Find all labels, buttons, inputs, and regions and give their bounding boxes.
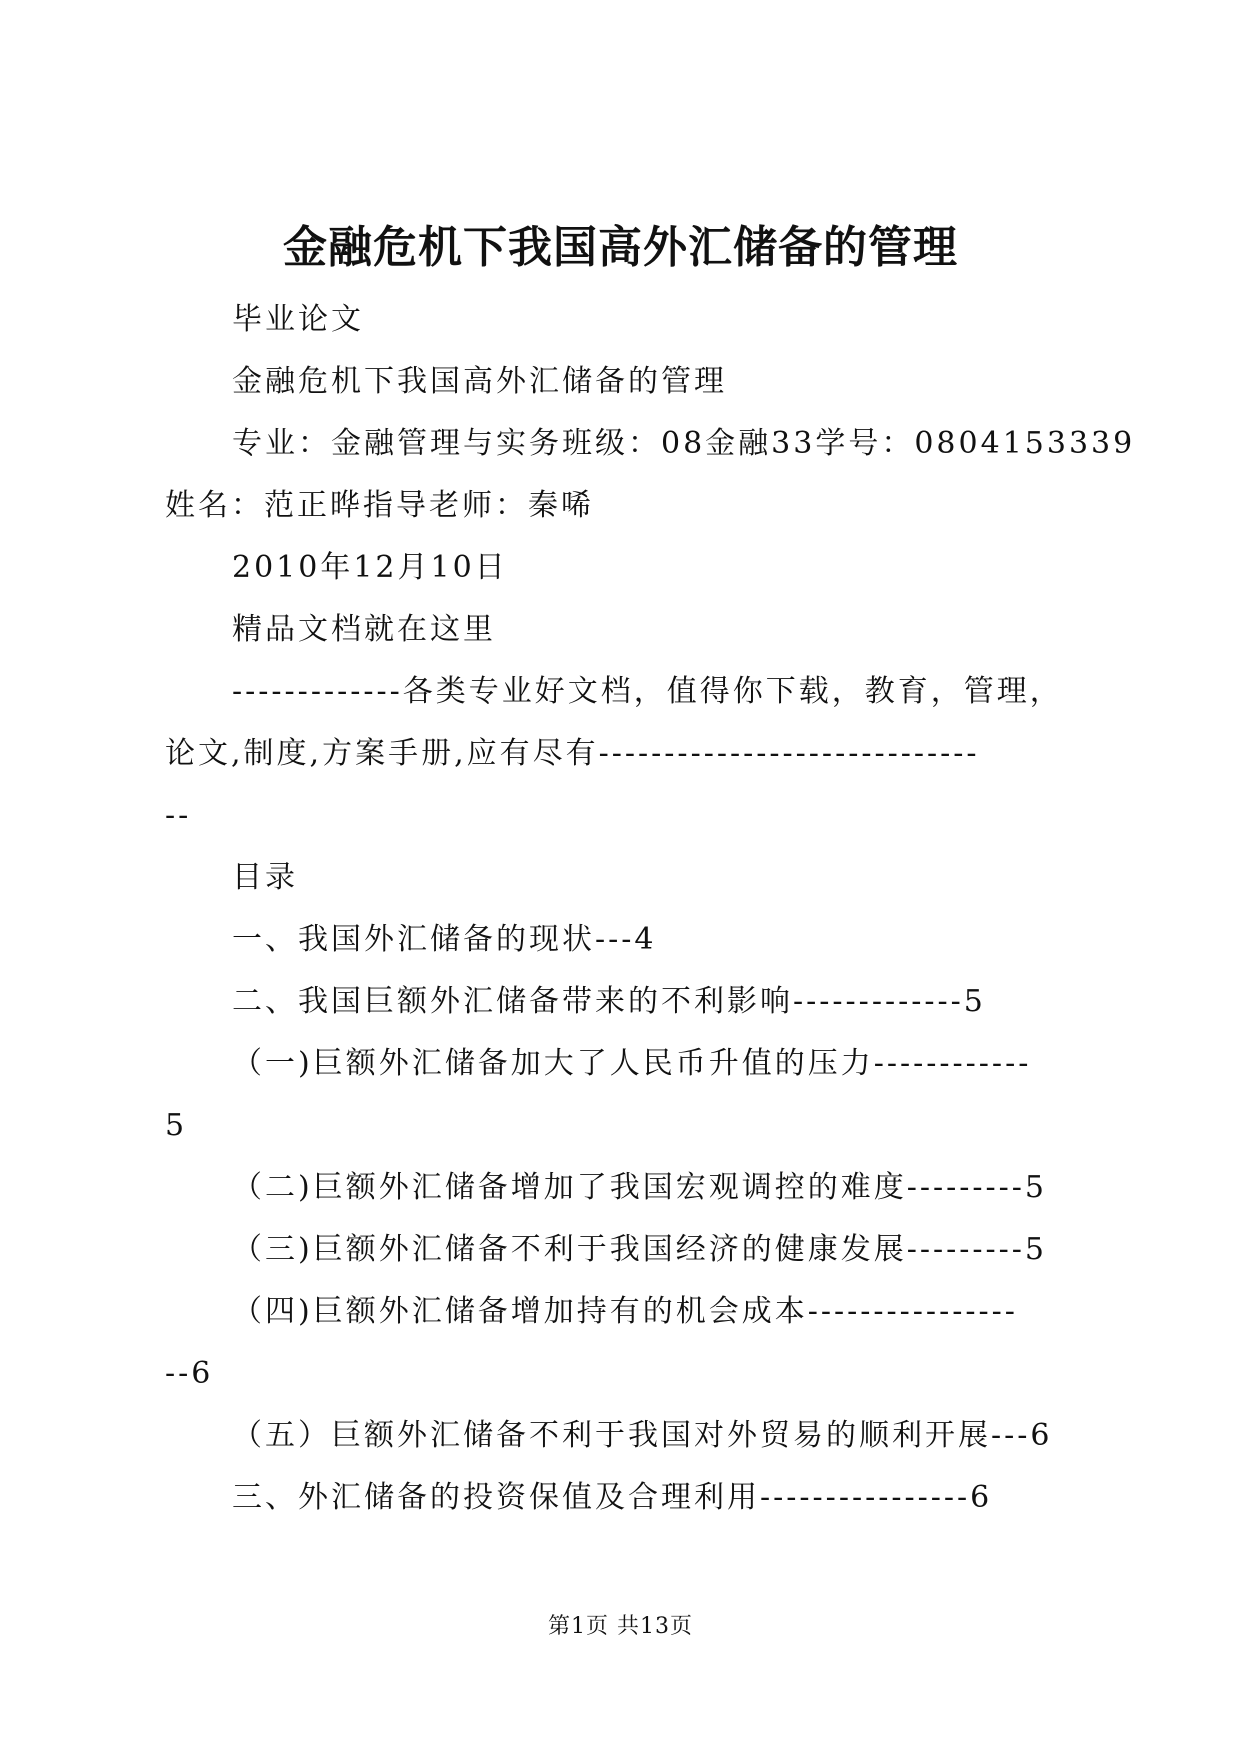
author-advisor-line: 姓名：范正晔指导老师：秦唏 [165,488,594,523]
promo-dash-line-2: 论文,制度,方案手册,应有尽有----------------------------- [165,736,980,771]
toc-item: 一、我国外汇储备的现状---4 [232,922,657,957]
toc-item: （二)巨额外汇储备增加了我国宏观调控的难度---------5 [232,1170,1048,1205]
promo-dash-line-1: -------------各类专业好文档，值得你下载，教育，管理， [232,674,1063,709]
toc-item: （五）巨额外汇储备不利于我国对外贸易的顺利开展---6 [232,1418,1053,1453]
promo-line: 精品文档就在这里 [232,612,496,647]
document-title: 金融危机下我国高外汇储备的管理 [283,222,958,273]
thesis-title-line: 金融危机下我国高外汇储备的管理 [232,364,727,399]
page-footer: 第1页 共13页 [548,1614,693,1639]
thesis-type-line: 毕业论文 [232,302,364,337]
promo-dash-line-3: -- [165,798,192,833]
major-class-line: 专业：金融管理与实务班级：08金融33学号：0804153339 [232,426,1136,461]
toc-item-continuation: 5 [165,1108,188,1143]
toc-item: 二、我国巨额外汇储备带来的不利影响-------------5 [232,984,986,1019]
toc-item: （一)巨额外汇储备加大了人民币升值的压力------------ [232,1046,1032,1081]
toc-item-continuation: --6 [165,1356,214,1391]
toc-heading: 目录 [232,860,298,895]
toc-item: （三)巨额外汇储备不利于我国经济的健康发展---------5 [232,1232,1048,1267]
toc-item: 三、外汇储备的投资保值及合理利用----------------6 [232,1480,993,1515]
toc-item: （四)巨额外汇储备增加持有的机会成本---------------- [232,1294,1018,1329]
date-line: 2010年12月10日 [232,550,508,585]
